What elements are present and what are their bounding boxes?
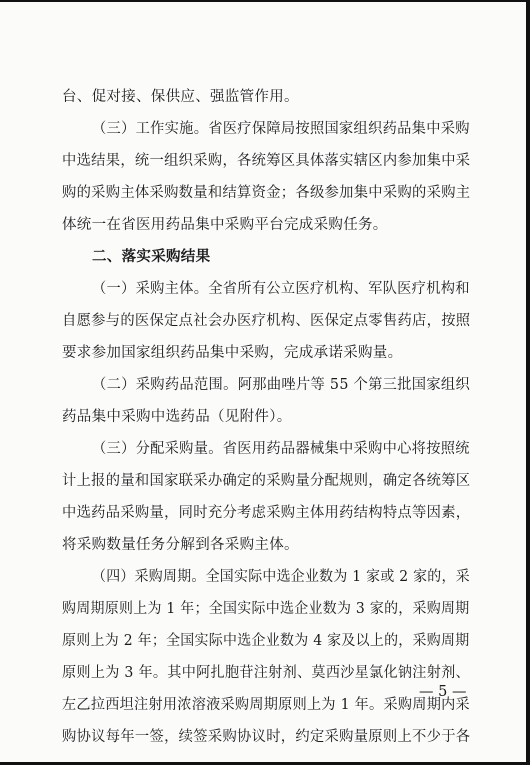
text-line: 药品集中采购中选药品（见附件）。: [62, 409, 292, 425]
text-line: （二）采购药品范围。阿那曲唑片等 55 个第三批国家组织: [92, 377, 471, 393]
text-line: 购的采购主体采购数量和结算资金；各级参加集中采购的采购主: [62, 185, 471, 201]
text-line: 原则上为 3 年。其中阿扎胞苷注射剂、莫西沙星氯化钠注射剂、: [62, 665, 470, 681]
text-line: （一）采购主体。全省所有公立医疗机构、军队医疗机构和: [92, 281, 470, 297]
text-line: （三）工作实施。省医疗保障局按照国家组织药品集中采购: [92, 121, 470, 137]
text-line: 要求参加国家组织药品集中采购，完成承诺采购量。: [62, 345, 403, 361]
text-line: 台、促对接、保供应、强监管作用。: [62, 89, 299, 105]
text-line: 自愿参与的医保定点社会办医疗机构、医保定点零售药店，按照: [62, 313, 471, 329]
scan-border-top: [0, 0, 530, 2]
text-line: 左乙拉西坦注射用浓溶液采购周期原则上为 1 年。采购周期内采: [62, 697, 470, 713]
text-line: 体统一在省医用药品集中采购平台完成采购任务。: [62, 217, 388, 233]
text-line: 计上报的量和国家联采办确定的采购量分配规则，确定各统筹区: [62, 473, 471, 489]
text-line: 将采购数量任务分解到各采购主体。: [62, 537, 299, 553]
section-heading: 二、落实采购结果: [92, 249, 211, 265]
text-line: 中选结果，统一组织采购，各统筹区具体落实辖区内参加集中采: [62, 153, 471, 169]
text-line: （三）分配采购量。省医用药品器械集中采购中心将按照统: [92, 441, 470, 457]
text-line: 中选药品采购量，同时充分考虑采购主体用药结构特点等因素，: [62, 505, 471, 521]
text-line: 购周期原则上为 1 年；全国实际中选企业数为 3 家的，采购周期: [62, 601, 470, 617]
scan-border-right: [526, 0, 530, 765]
text-line: （四）采购周期。全国实际中选企业数为 1 家或 2 家的，采: [92, 569, 470, 585]
text-line: 购协议每年一签，续签采购协议时，约定采购量原则上不少于各: [62, 729, 471, 745]
page-number: — 5 —: [419, 684, 467, 700]
text-line: 原则上为 2 年；全国实际中选企业数为 4 家及以上的，采购周期: [62, 633, 470, 649]
